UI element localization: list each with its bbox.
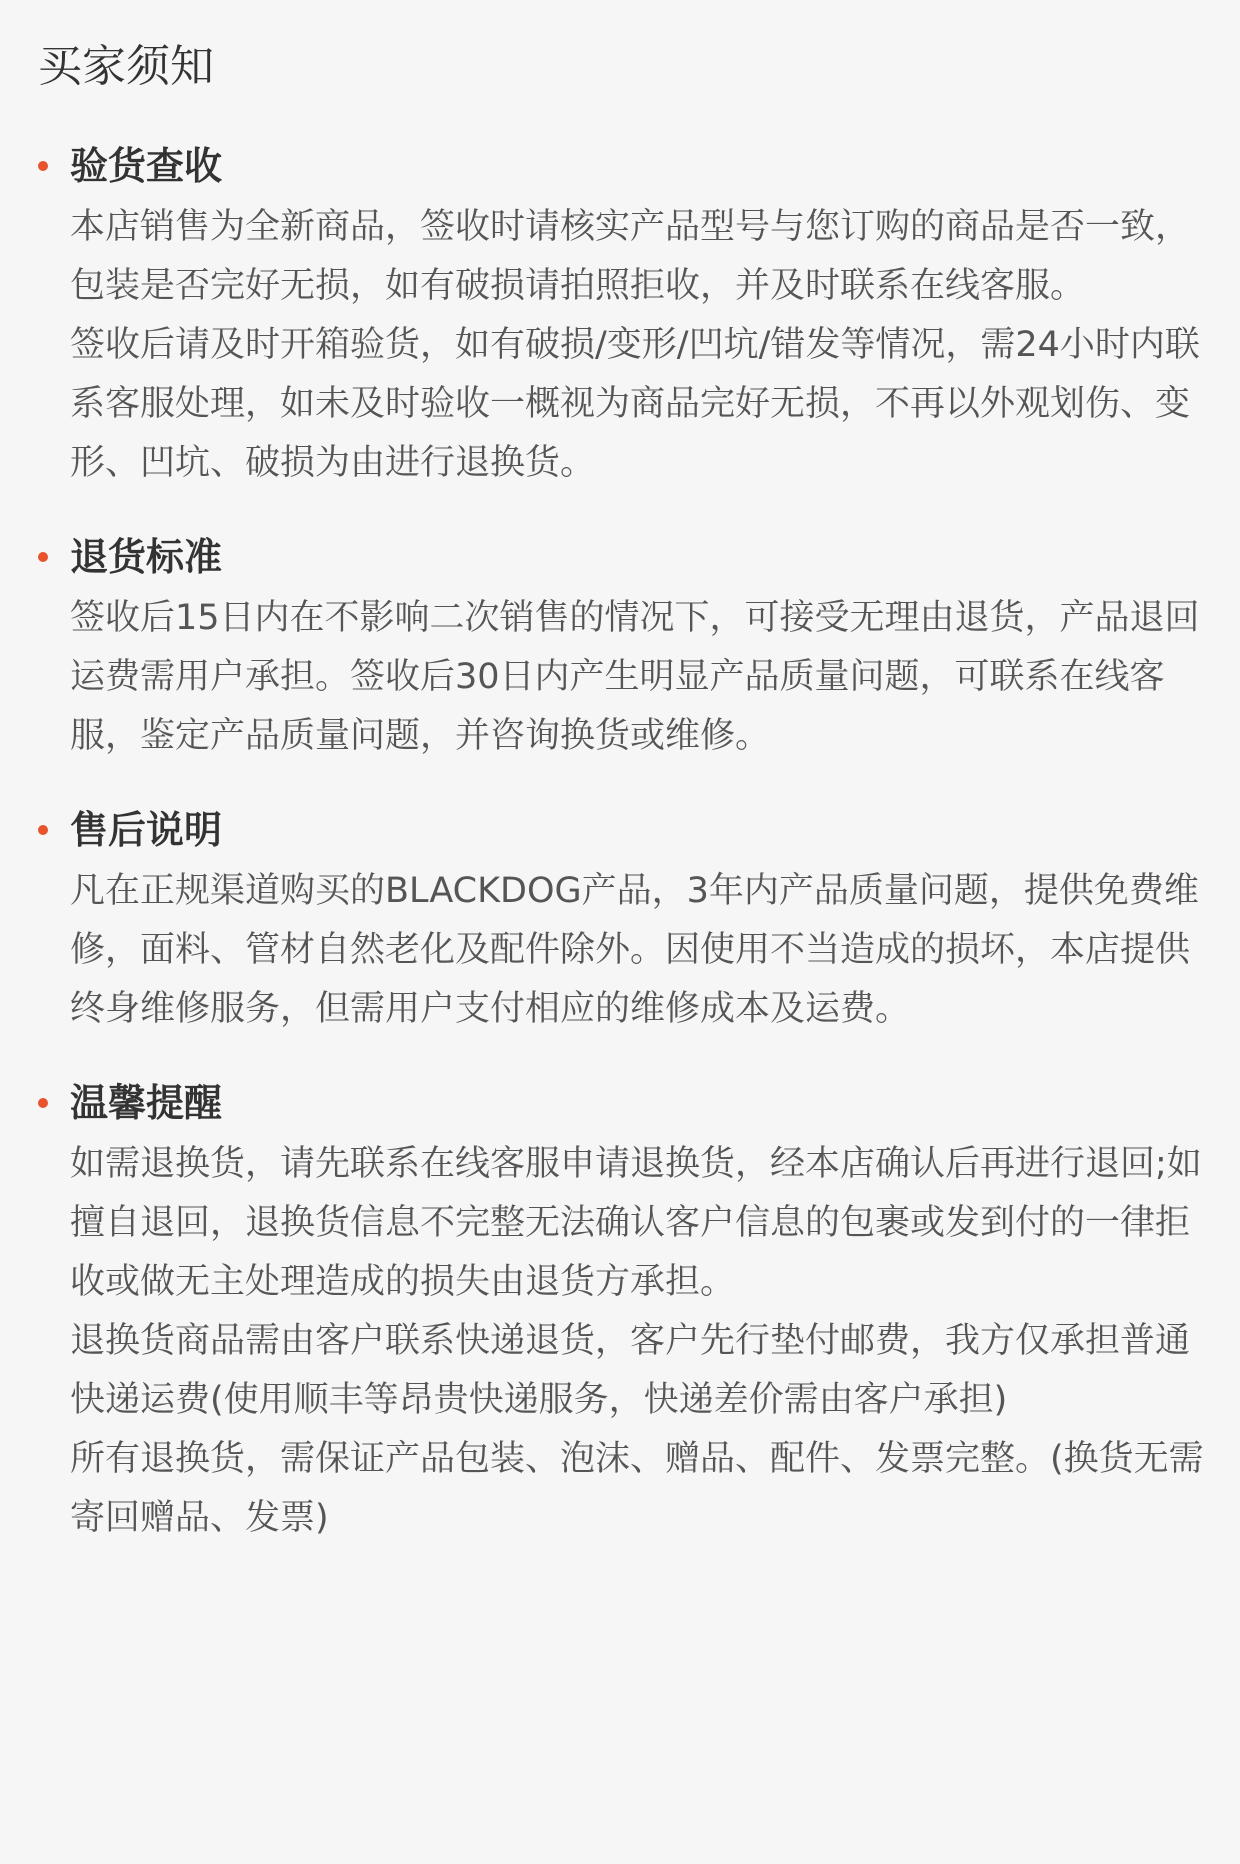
- section-header: [38, 800, 1212, 860]
- section-after-sales: [38, 800, 1212, 1039]
- section-body: [38, 862, 1212, 1039]
- section-return-standard: [38, 527, 1212, 766]
- section-body: [38, 198, 1212, 493]
- section-paragraph: 签收后请及时开箱验货，如有破损/变形/凹坑/错发等情况，需24小时内联系客服处理，如未及时验收一概视为商品完好无损，不再以外观划伤、变形、凹坑、破损为由进行退换货。: [70, 325, 1200, 483]
- page-title: 买家须知: [38, 41, 214, 92]
- section-paragraph: 本店销售为全新商品，签收时请核实产品型号与您订购的商品是否一致，包装是否完好无损，如有破损请拍照拒收，并及时联系在线客服。: [70, 207, 1191, 306]
- section-header: [38, 1073, 1212, 1133]
- section-inspection: [38, 136, 1212, 493]
- bullet-dot-icon: [38, 1098, 48, 1108]
- bullet-dot-icon: [38, 552, 48, 562]
- section-paragraph: 凡在正规渠道购买的BLACKDOG产品，3年内产品质量问题，提供免费维修，面料、管材自然老化及配件除外。因使用不当造成的损坏，本店提供终身维修服务，但需用户支付相应的维修成本及运费。: [70, 871, 1199, 1029]
- section-kind-reminder: [38, 1073, 1212, 1548]
- section-title: 温馨提醒: [70, 1081, 223, 1125]
- bullet-dot-icon: [38, 825, 48, 835]
- bullet-dot-icon: [38, 161, 48, 171]
- section-paragraph: 退换货商品需由客户联系快递退货，客户先行垫付邮费，我方仅承担普通快递运费(使用顺丰等昂贵快递服务，快递差价需由客户承担): [70, 1321, 1191, 1420]
- section-title: 售后说明: [70, 808, 223, 852]
- section-paragraph: 签收后15日内在不影响二次销售的情况下，可接受无理由退货，产品退回运费需用户承担。签收后30日内产生明显产品质量问题，可联系在线客服，鉴定产品质量问题，并咨询换货或维修。: [70, 598, 1200, 756]
- section-header: [38, 136, 1212, 196]
- section-header: [38, 527, 1212, 587]
- section-paragraph: 所有退换货，需保证产品包装、泡沫、赠品、配件、发票完整。(换货无需寄回赠品、发票): [70, 1439, 1204, 1538]
- section-title: 验货查收: [70, 144, 223, 188]
- section-title: 退货标准: [70, 535, 223, 579]
- section-body: [38, 589, 1212, 766]
- section-paragraph: 如需退换货，请先联系在线客服申请退换货，经本店确认后再进行退回;如擅自退回，退换货信息不完整无法确认客户信息的包裹或发到付的一律拒收或做无主处理造成的损失由退货方承担。: [70, 1144, 1202, 1302]
- section-body: [38, 1135, 1212, 1548]
